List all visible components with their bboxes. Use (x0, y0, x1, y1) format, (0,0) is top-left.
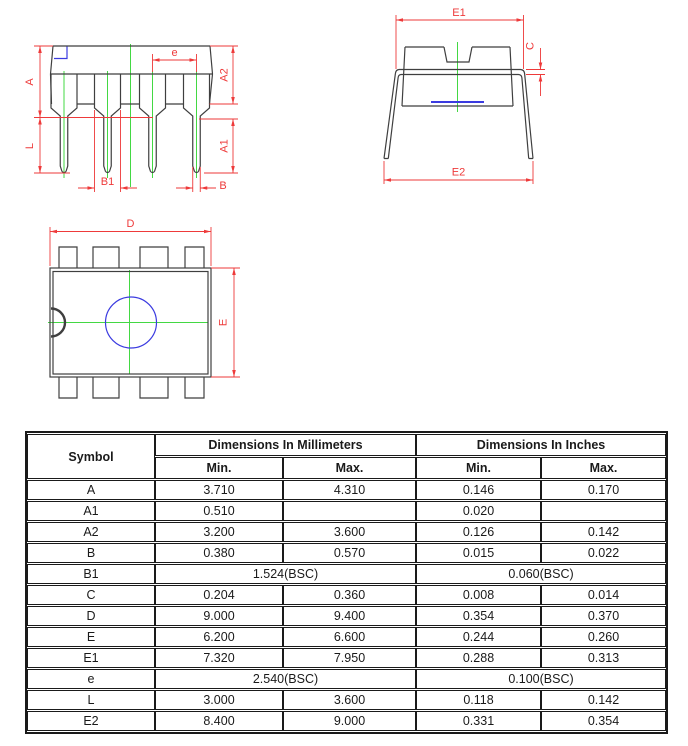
centerline (64, 44, 197, 187)
in-min-cell: 0.354 (416, 606, 541, 626)
dim-label-A: A (24, 78, 36, 86)
mm-max-cell (283, 501, 416, 521)
mm-min-cell: 8.400 (155, 711, 283, 731)
pin-pads-bottom (59, 377, 204, 398)
mm-max-cell: 9.400 (283, 606, 416, 626)
in-min-cell: 0.126 (416, 522, 541, 542)
table-row (27, 690, 666, 710)
header-millimeters: Dimensions In Millimeters (155, 434, 416, 456)
mm-min-cell: 0.204 (155, 585, 283, 605)
in-min-cell: 0.008 (416, 585, 541, 605)
symbol-cell: E1 (27, 648, 155, 668)
header-symbol: Symbol (27, 434, 155, 479)
mm-max-cell: 3.600 (283, 690, 416, 710)
mm-min-cell: 7.320 (155, 648, 283, 668)
table-row (27, 606, 666, 626)
symbol-cell: A (27, 480, 155, 500)
symbol-cell: e (27, 669, 155, 689)
top-view (48, 218, 240, 398)
table-row (27, 648, 666, 668)
in-min-cell: 0.244 (416, 627, 541, 647)
table-row (27, 585, 666, 605)
centerline (48, 270, 208, 374)
symbol-cell: L (27, 690, 155, 710)
in-bsc-cell: 0.060(BSC) (416, 564, 666, 584)
dim-label-B: B (219, 180, 227, 192)
symbol-cell: D (27, 606, 155, 626)
mm-min-cell: 9.000 (155, 606, 283, 626)
in-max-cell (541, 501, 666, 521)
dim-label-E1: E1 (452, 7, 466, 19)
mm-min-cell: 3.000 (155, 690, 283, 710)
header-mm-min: Min. (155, 457, 283, 479)
dim-label-B1: B1 (100, 176, 115, 188)
in-max-cell: 0.142 (541, 522, 666, 542)
table-row (27, 480, 666, 500)
dim-label-A2: A2 (218, 68, 231, 82)
table-row (27, 522, 666, 542)
symbol-cell: A1 (27, 501, 155, 521)
mm-max-cell: 9.000 (283, 711, 416, 731)
dim-label-D: D (126, 218, 135, 230)
table-row (27, 669, 666, 689)
header-row-groups (27, 434, 666, 456)
dim-label-E2: E2 (451, 166, 466, 179)
in-min-cell: 0.015 (416, 543, 541, 563)
in-max-cell: 0.354 (541, 711, 666, 731)
in-max-cell: 0.260 (541, 627, 666, 647)
mm-max-cell: 0.360 (283, 585, 416, 605)
header-mm-max: Max. (283, 457, 416, 479)
mm-max-cell: 6.600 (283, 627, 416, 647)
dimension-lines (40, 46, 233, 173)
mm-max-cell: 0.570 (283, 543, 416, 563)
mm-min-cell: 0.380 (155, 543, 283, 563)
mm-bsc-cell: 1.524(BSC) (155, 564, 416, 584)
mm-max-cell: 7.950 (283, 648, 416, 668)
table-row (27, 711, 666, 731)
in-min-cell: 0.020 (416, 501, 541, 521)
header-in-min: Min. (416, 457, 541, 479)
dimension-lines (384, 20, 541, 180)
symbol-cell: C (27, 585, 155, 605)
dim-label-L: L (24, 142, 36, 150)
symbol-cell: A2 (27, 522, 155, 542)
lead-outline (384, 70, 533, 159)
extension-lines (34, 46, 238, 192)
dimensions-table-body (27, 480, 666, 731)
in-min-cell: 0.288 (416, 648, 541, 668)
dim-label-A1: A1 (218, 139, 231, 153)
in-min-cell: 0.118 (416, 690, 541, 710)
symbol-cell: E2 (27, 711, 155, 731)
dim-label-E: E (217, 318, 230, 327)
package-body-outline (51, 46, 213, 104)
in-max-cell: 0.022 (541, 543, 666, 563)
dim-label-e: e (171, 47, 178, 59)
in-min-cell: 0.331 (416, 711, 541, 731)
dimensions-table-header (27, 434, 666, 479)
mm-max-cell: 3.600 (283, 522, 416, 542)
in-max-cell: 0.313 (541, 648, 666, 668)
in-bsc-cell: 0.100(BSC) (416, 669, 666, 689)
extension-lines (384, 15, 545, 184)
symbol-cell: E (27, 627, 155, 647)
dimensions-table (25, 431, 668, 734)
mm-min-cell: 0.510 (155, 501, 283, 521)
mm-min-cell: 3.200 (155, 522, 283, 542)
pin-pads-top (59, 247, 204, 268)
in-max-cell: 0.370 (541, 606, 666, 626)
dimension-arrows (384, 18, 542, 182)
in-max-cell: 0.170 (541, 480, 666, 500)
front-view (24, 44, 238, 192)
symbol-cell: B (27, 543, 155, 563)
in-min-cell: 0.146 (416, 480, 541, 500)
mm-min-cell: 3.710 (155, 480, 283, 500)
header-inches: Dimensions In Inches (416, 434, 666, 456)
table-row (27, 564, 666, 584)
dim-label-C: C (524, 42, 537, 50)
table-row (27, 627, 666, 647)
in-max-cell: 0.142 (541, 690, 666, 710)
side-view (384, 7, 545, 184)
pin1-corner-mark (54, 47, 67, 59)
table-row (27, 543, 666, 563)
mm-bsc-cell: 2.540(BSC) (155, 669, 416, 689)
in-max-cell: 0.014 (541, 585, 666, 605)
symbol-cell: B1 (27, 564, 155, 584)
table-row (27, 501, 666, 521)
mm-max-cell: 4.310 (283, 480, 416, 500)
header-in-max: Max. (541, 457, 666, 479)
mm-min-cell: 6.200 (155, 627, 283, 647)
